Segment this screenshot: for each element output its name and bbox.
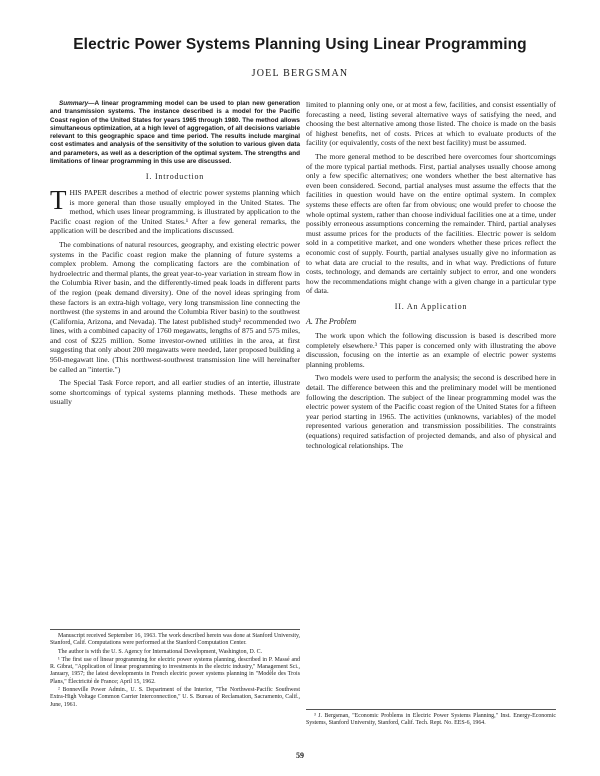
- left-column: [50, 100, 300, 411]
- drop-cap: T: [50, 184, 67, 215]
- author-name: JOEL BERGSMAN: [251, 68, 349, 79]
- right-paragraph-3: The work upon which the following discussion is based is described more completely elsewhere.³ This paper is concerned only with illustrating the above discussion, focusing on the intertie as an example of electric power systems planning problems.: [306, 331, 556, 369]
- footnote-1: ¹ The first use of linear programming for electric power systems planning, described in P. Massé and R. Gibrat, "Application of linear programming to investments in the electric industry," Management Sci., January, 1957; the latest developments in French electric power systems planning in "Modèle des Trois Plans," Électricité de France; April 15, 1962.: [50, 656, 300, 685]
- right-paragraph-4: Two models were used to perform the analysis; the second is described here in detail. The difference between this and the preliminary model will be mentioned following the description. The subject of the linear programming model was the electric power system of the Pacific coast region of the United States for a fifteen year period starting in 1965. The activities (unknowns, variables) of the model represented various generation and transmission possibilities. The constraints (equations) required satisfaction of projected demands, and also of physical and technological relationships. The: [306, 373, 556, 450]
- right-paragraph-2: The more general method to be described here overcomes four shortcomings of the more typical partial methods. First, partial analyses usually choose among only a few specific alternatives; one wonders whether the best alternative has even been considered. Second, partial analyses must assume the effects that the facilities in question would have on the entire optimal system. In complex systems these effects are often far from obvious; one would prefer to choose the whole optimal system, rather than choose individual facilities one at a time, under possibly erroneous assumptions concerning the remainder. Third, partial analyses must assume prices for the products of the facilities. Electric power is seldom sold in a competitive market, and one wonders whether these prices reflect the economic cost of supply. Fourth, partial analyses usually give no information as to what data are crucial to the results, and in what way. Predictions of future costs, technology, and demands are certainly subject to error, and one wonders how the recommendations might change with a given change in a particular type of data.: [306, 151, 556, 296]
- summary-abstract: [50, 100, 300, 166]
- footnote-3: ³ J. Bergsman, "Economic Problems in Electric Power Systems Planning," Inst. Energy-Economic Systems, Stanford University, Stanford, Calif. Tech. Rept. No. EES-6, 1964.: [306, 713, 556, 727]
- summary-label: Summary: [59, 100, 89, 107]
- intro-paragraph-1: [50, 184, 300, 236]
- intro-paragraph-2: The combinations of natural resources, geography, and existing electric power systems in the Pacific coast region make the planning of future systems a complex problem. Among the complicating factors are the combination of hydroelectric and thermal plants, the great year-to-year variation in stream flow in the Columbia River basin, and the differently-timed peak loads in different parts of the region (peak demand diversity). One of the novel ideas springing from these factors is an extra-high voltage, very long transmission line connecting the northwest (the systems in and around the Columbia River basin) to the southwest (California, Arizona, and Nevada). The latest published study² recommended two lines, with a combined capacity of 1760 megawatts, lengths of 875 and 575 miles, and cost of $225 million. Some investor-owned utilities in the area, at first suggesting that only about 200 megawatts were needed, later proposed building a 950-megawatt line. (This northwest-southwest transmission line will hereinafter be called an "intertie."): [50, 239, 300, 374]
- footnote-2: ² Bonneville Power Admin., U. S. Department of the Interior, "The Northwest-Pacific Southwest Extra-High Voltage Common Carrier Interconnection," U. S. Bureau of Reclamation, Sacramento, Calif., June, 1961.: [50, 687, 300, 708]
- right-column: [306, 100, 556, 454]
- section-heading-introduction: I. Introduction: [145, 172, 205, 182]
- paper-title: Electric Power Systems Planning Using Linear Programming: [73, 36, 527, 53]
- page-number: 59: [296, 751, 304, 760]
- summary-text: —A linear programming model can be used to plan new generation and transmission systems. The instance described is a model for the Pacific Coast region of the United States for years 1965 through 1980. The method allows simultaneous optimization, at a high level of aggregation, of all decisions variable relevant to this geographic space and time period. The results include marginal cost estimates and analysis of the sensitivity of the solution to various given data and parameters, as well as a description of the optimal system. The strengths and limitations of linear programming in this use are discussed.: [50, 100, 300, 166]
- subsection-heading-problem: A. The Problem: [306, 317, 357, 327]
- footnote-manuscript: Manuscript received September 16, 1963. The work described herein was done at Stanford University, Stanford, Calif. Computations were performed at the Stanford Computation Center.: [50, 633, 300, 647]
- right-paragraph-1: limited to planning only one, or at most a few, facilities, and consist essentially of forecasting a need, listing several alternative ways of satisfying the need, and choosing the best alternative among those listed. The choice is made on the basis of highest benefits, net of costs. Prices at which to evaluate products of the facility (or equivalently, costs of the next best facility) must be assumed.: [306, 100, 556, 148]
- intro-paragraph-1-text: HIS PAPER describes a method of electric power systems planning which is more general than those usually employed in the United States. The method, which uses linear programming, is illustrated by application to the Pacific coast region of the United States.¹ After a few general remarks, the application will be described and the implications discussed.: [50, 187, 300, 236]
- intro-paragraph-3: The Special Task Force report, and all earlier studies of an intertie, illustrate some shortcomings of typical systems planning methods. These methods are usually: [50, 378, 300, 407]
- footnote-author: The author is with the U. S. Agency for International Development, Washington, D. C.: [58, 648, 263, 655]
- footnotes-left: [50, 629, 300, 710]
- section-heading-application: II. An Application: [394, 301, 468, 311]
- footnotes-right: [306, 709, 556, 729]
